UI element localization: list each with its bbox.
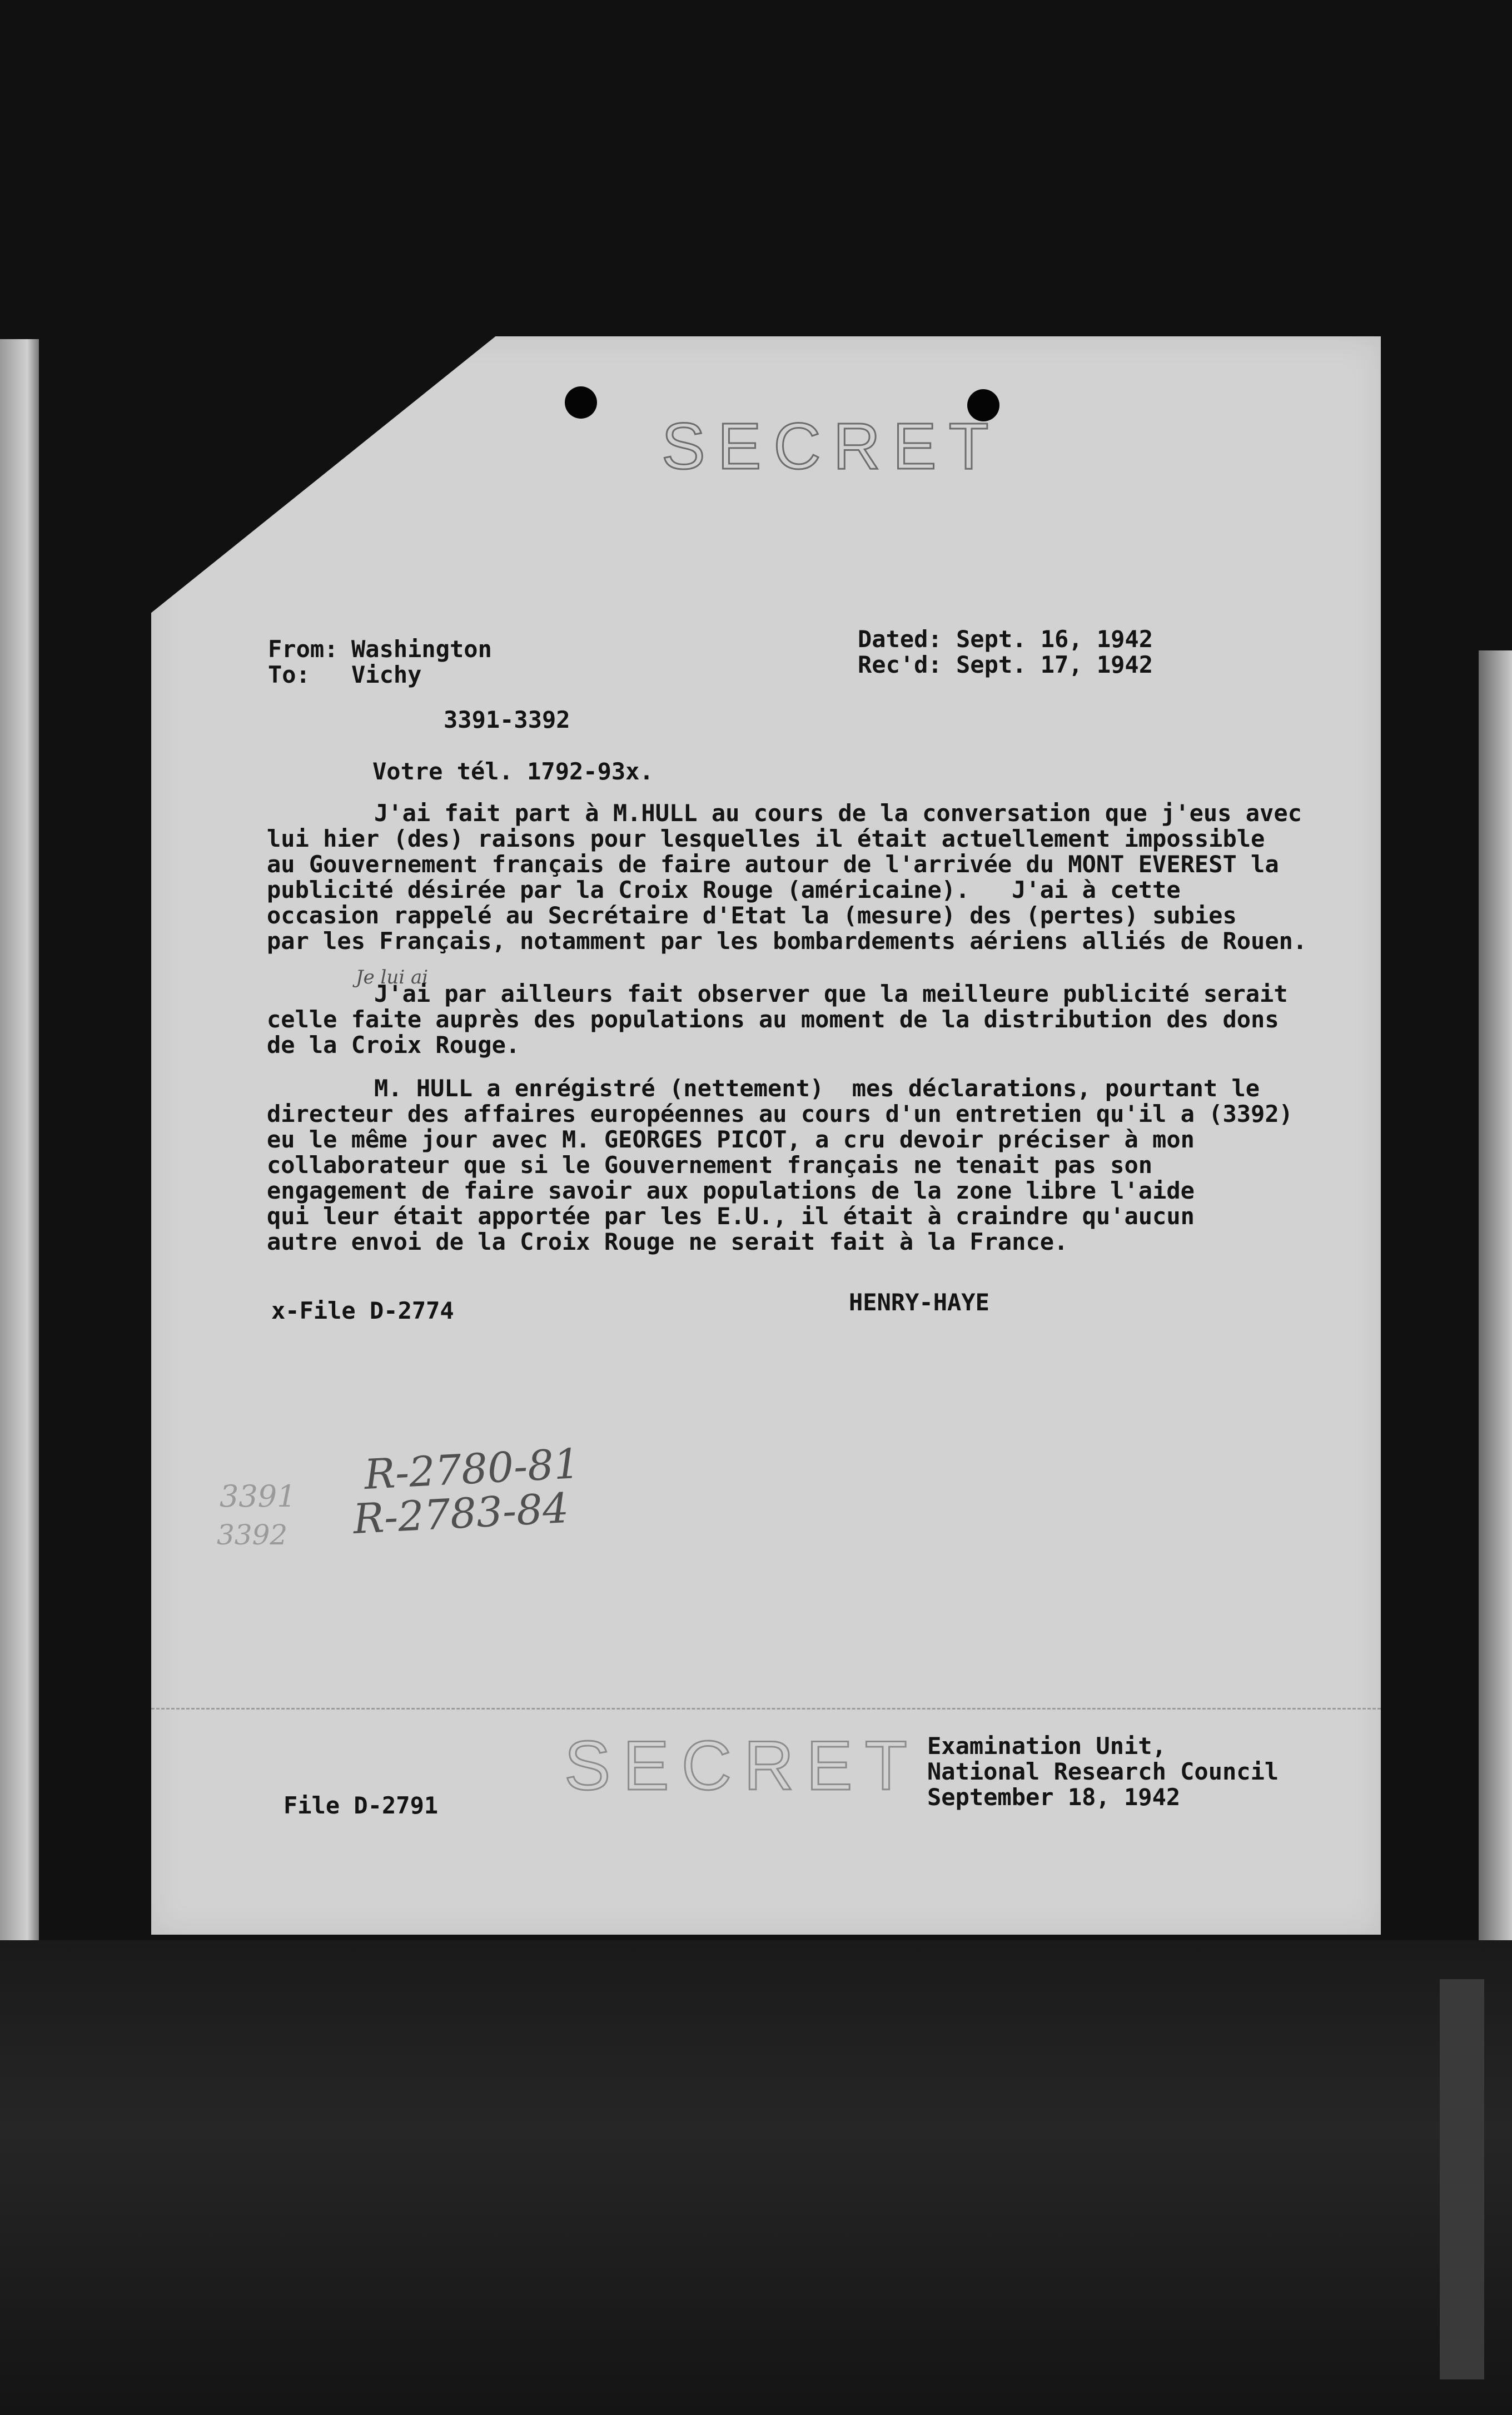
reference-line: Votre tél. 1792-93x. xyxy=(372,758,654,785)
handwritten-number: 3392 xyxy=(217,1519,288,1551)
handwritten-reference: R-2780-81 xyxy=(363,1439,581,1499)
fold-line xyxy=(151,1708,1381,1710)
from-value: Washington xyxy=(351,635,492,663)
scanner-bed xyxy=(0,1940,1512,2415)
body-line: M. HULL a enrégistré (nettement) mes déclarations, pourtant le xyxy=(374,1075,1260,1102)
handwritten-reference: R-2783-84 xyxy=(352,1484,570,1544)
secret-stamp-bottom: SECRET xyxy=(564,1727,920,1805)
body-line: J'ai par ailleurs fait observer que la meilleure publicité serait xyxy=(374,980,1288,1007)
body-line: de la Croix Rouge. xyxy=(267,1031,520,1059)
from-label: From: xyxy=(268,635,339,663)
body-line: collaborateur que si le Gouvernement français ne tenait pas son xyxy=(267,1151,1153,1179)
body-line: par les Français, notamment par les bombardements aériens alliés de Rouen. xyxy=(267,927,1307,955)
adjacent-page-right xyxy=(1479,650,1512,1946)
cross-file-reference: x-File D-2774 xyxy=(271,1297,454,1324)
body-line: eu le même jour avec M. GEORGES PICOT, a cru devoir préciser à mon xyxy=(267,1126,1195,1153)
from-line xyxy=(268,637,492,662)
dated-line: Dated: Sept. 16, 1942 xyxy=(858,625,1153,653)
to-line xyxy=(268,662,421,688)
secret-stamp-top: SECRET xyxy=(662,410,1001,483)
body-line: au Gouvernement français de faire autour de l'arrivée du MONT EVEREST la xyxy=(267,851,1279,878)
body-line: engagement de faire savoir aux populations de la zone libre l'aide xyxy=(267,1177,1195,1204)
body-line: occasion rappelé au Secrétaire d'Etat la (mesure) des (pertes) subies xyxy=(267,902,1237,929)
body-line: directeur des affaires européennes au cours d'un entretien qu'il a (3392) xyxy=(267,1100,1293,1127)
scanner-edge xyxy=(1440,1979,1484,2379)
footer-date: September 18, 1942 xyxy=(927,1783,1181,1811)
file-number: File D-2791 xyxy=(284,1792,439,1819)
signature: HENRY-HAYE xyxy=(849,1289,989,1316)
body-line: publicité désirée par la Croix Rouge (américaine). J'ai à cette xyxy=(267,876,1181,903)
to-label: To: xyxy=(268,661,310,688)
examination-unit: Examination Unit, xyxy=(927,1732,1166,1760)
body-line: lui hier (des) raisons pour lesquelles il était actuellement impossible xyxy=(267,825,1265,852)
body-line: qui leur était apportée par les E.U., il était à craindre qu'aucun xyxy=(267,1202,1195,1230)
handwritten-number: 3391 xyxy=(220,1479,296,1514)
body-line: autre envoi de la Croix Rouge ne serait fait à la France. xyxy=(267,1228,1068,1255)
body-line: celle faite auprès des populations au moment de la distribution des dons xyxy=(267,1006,1279,1033)
to-value: Vichy xyxy=(351,661,422,688)
adjacent-page-left xyxy=(0,339,39,1940)
research-council: National Research Council xyxy=(927,1758,1279,1785)
received-line: Rec'd: Sept. 17, 1942 xyxy=(858,651,1153,678)
punch-hole-left xyxy=(565,386,597,419)
body-line: J'ai fait part à M.HULL au cours de la conversation que j'eus avec xyxy=(374,799,1302,827)
margin-annotation: Je lui ai xyxy=(356,966,429,988)
telegram-number: 3391-3392 xyxy=(444,706,570,733)
